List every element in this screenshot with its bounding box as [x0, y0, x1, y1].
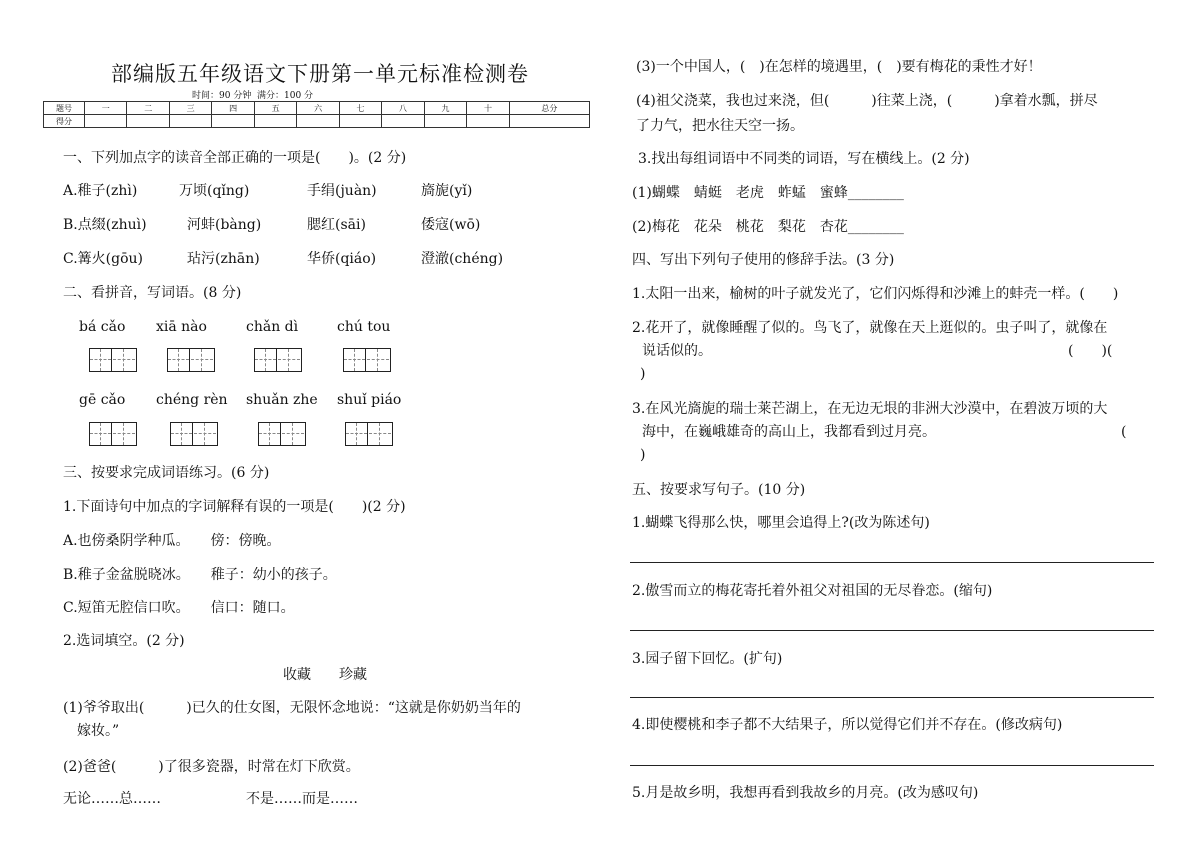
q1-option-b-2: 河蚌(bàng) — [187, 217, 262, 233]
q1-option-c-1: C.篝火(gōu) — [63, 251, 143, 267]
score-input-cell[interactable] — [509, 115, 589, 128]
q1-option-a-1: A.稚子(zhì) — [63, 183, 138, 199]
page-title: 部编版五年级语文下册第一单元标准检测卷 — [111, 62, 529, 86]
rhetoric-3-answer-close: ) — [640, 447, 646, 463]
score-input-cell[interactable] — [297, 115, 339, 128]
score-table-score-row — [44, 115, 590, 128]
q1-option-b-3: 腮红(sāi) — [307, 217, 366, 233]
pinyin-label: xiā nào — [156, 319, 207, 335]
pinyin-label: chǎn dì — [246, 319, 299, 335]
rewrite-3: 3.园子留下回忆。(扩句) — [632, 651, 783, 667]
fill-sentence-3: (3)一个中国人，( )在怎样的境遇里，( )要有梅花的秉性才好！ — [636, 59, 1042, 75]
score-input-cell[interactable] — [424, 115, 466, 128]
score-input-cell[interactable] — [212, 115, 254, 128]
score-input-cell[interactable] — [169, 115, 211, 128]
score-header-cell: 十 — [467, 102, 509, 115]
score-header-cell: 题号 — [44, 102, 85, 115]
rewrite-5: 5.月是故乡明，我想再看到我故乡的月亮。(改为感叹句) — [632, 785, 979, 801]
fill-sentence-1: (1)爷爷取出( )已久的仕女图，无限怀念地说：“这就是你奶奶当年的 — [63, 700, 521, 716]
score-input-cell[interactable] — [254, 115, 296, 128]
exam-full-score: 满分：100 分 — [257, 91, 314, 101]
odd-one-out-2: (2)梅花 花朵 桃花 梨花 杏花________ — [632, 219, 904, 235]
score-table — [43, 101, 590, 128]
pinyin-label: shuǐ piáo — [337, 392, 402, 408]
rhetoric-2-answer: ( )( — [1068, 343, 1113, 359]
score-header-cell: 总分 — [509, 102, 589, 115]
score-header-cell: 九 — [424, 102, 466, 115]
writing-grid-box[interactable] — [258, 422, 306, 446]
exam-time: 时间：90 分钟 — [192, 91, 252, 101]
q3-option-c: C.短笛无腔信口吹。 信口：随口。 — [63, 600, 295, 616]
q1-option-b-4: 倭寇(wō) — [421, 217, 481, 233]
score-table-header-row — [44, 102, 590, 115]
writing-grid-box[interactable] — [89, 422, 137, 446]
conjunction-choice-1: 无论……总…… — [63, 791, 161, 807]
q3-sub2: 2.选词填空。(2 分) — [63, 633, 185, 649]
score-header-cell: 一 — [85, 102, 127, 115]
score-input-cell[interactable] — [339, 115, 381, 128]
q1-option-c-2: 玷污(zhān) — [187, 251, 260, 267]
writing-grid-box[interactable] — [345, 422, 393, 446]
odd-one-out-1: (1)蝴蝶 蜻蜓 老虎 蚱蜢 蜜蜂________ — [632, 185, 904, 201]
answer-line[interactable] — [630, 630, 1154, 631]
conjunction-choice-2: 不是……而是…… — [246, 791, 358, 807]
q3-stem: 三、按要求完成词语练习。(6 分) — [63, 465, 270, 481]
q1-option-b-1: B.点缀(zhuì) — [63, 217, 147, 233]
writing-grid-box[interactable] — [254, 348, 302, 372]
rewrite-4: 4.即使樱桃和李子都不大结果子，所以觉得它们并不存在。(修改病句) — [632, 717, 1063, 733]
score-input-cell[interactable] — [127, 115, 169, 128]
rhetoric-1: 1.太阳一出来，榆树的叶子就发光了，它们闪烁得和沙滩上的蚌壳一样。( ) — [632, 286, 1119, 302]
q1-stem: 一、下列加点字的读音全部正确的一项是( )。(2 分) — [63, 150, 407, 166]
fill-sentence-2: (2)爸爸( )了很多瓷器，时常在灯下欣赏。 — [63, 759, 360, 775]
q1-option-a-2: 万顷(qǐng) — [179, 183, 250, 199]
word-choices: 收藏 珍藏 — [283, 667, 367, 683]
score-row-label: 得分 — [44, 115, 85, 128]
rewrite-1: 1.蝴蝶飞得那么快，哪里会追得上?(改为陈述句) — [632, 515, 930, 531]
answer-line[interactable] — [630, 765, 1154, 766]
score-input-cell[interactable] — [467, 115, 509, 128]
q1-option-c-4: 澄澈(chéng) — [421, 251, 504, 267]
score-header-cell: 八 — [382, 102, 424, 115]
writing-grid-box[interactable] — [343, 348, 391, 372]
q4-stem: 四、写出下列句子使用的修辞手法。(3 分) — [632, 252, 895, 268]
q5-stem: 五、按要求写句子。(10 分) — [632, 482, 806, 498]
pinyin-label: shuǎn zhe — [246, 392, 318, 408]
score-input-cell[interactable] — [85, 115, 127, 128]
q3-option-a: A.也傍桑阴学种瓜。 傍：傍晚。 — [63, 533, 281, 549]
rhetoric-3-cont: 海中，在巍峨雄奇的高山上，我都看到过月亮。 — [642, 424, 936, 440]
fill-sentence-4-cont: 了力气，把水往天空一扬。 — [636, 118, 804, 134]
rhetoric-2: 2.花开了，就像睡醒了似的。鸟飞了，就像在天上逛似的。虫子叫了，就像在 — [632, 320, 1108, 336]
rhetoric-3-answer: ( — [1121, 424, 1127, 440]
rhetoric-2-answer-close: ) — [640, 366, 646, 382]
q1-option-c-3: 华侨(qiáo) — [307, 251, 377, 267]
q2-stem: 二、看拼音，写词语。(8 分) — [63, 285, 242, 301]
pinyin-label: bá cǎo — [79, 319, 126, 335]
fill-sentence-4: (4)祖父浇菜，我也过来浇，但( )往菜上浇，( )拿着水瓢，拼尽 — [636, 93, 1098, 109]
writing-grid-box[interactable] — [89, 348, 137, 372]
score-header-cell: 三 — [169, 102, 211, 115]
q3-sub1: 1.下面诗句中加点的字词解释有误的一项是( )(2 分) — [63, 499, 406, 515]
answer-line[interactable] — [630, 697, 1154, 698]
score-input-cell[interactable] — [382, 115, 424, 128]
q3-sub3: 3.找出每组词语中不同类的词语，写在横线上。(2 分) — [638, 151, 970, 167]
rhetoric-3: 3.在风光旖旎的瑞士莱芒湖上，在无边无垠的非洲大沙漠中，在碧波万顷的大 — [632, 401, 1108, 417]
rhetoric-2-cont: 说话似的。 — [642, 343, 712, 359]
pinyin-label: chú tou — [337, 319, 391, 335]
score-header-cell: 二 — [127, 102, 169, 115]
pinyin-label: chéng rèn — [156, 392, 228, 408]
pinyin-label: gē cǎo — [79, 392, 126, 408]
answer-line[interactable] — [630, 562, 1154, 563]
writing-grid-box[interactable] — [167, 348, 215, 372]
score-header-cell: 五 — [254, 102, 296, 115]
score-header-cell: 六 — [297, 102, 339, 115]
q1-option-a-3: 手绢(juàn) — [307, 183, 377, 199]
score-header-cell: 四 — [212, 102, 254, 115]
q3-option-b: B.稚子金盆脱晓冰。 稚子：幼小的孩子。 — [63, 567, 337, 583]
writing-grid-box[interactable] — [170, 422, 218, 446]
q1-option-a-4: 旖旎(yǐ) — [421, 183, 473, 199]
rewrite-2: 2.傲雪而立的梅花寄托着外祖父对祖国的无尽眷恋。(缩句) — [632, 583, 993, 599]
fill-sentence-1-cont: 嫁妆。” — [77, 723, 120, 739]
score-header-cell: 七 — [339, 102, 381, 115]
